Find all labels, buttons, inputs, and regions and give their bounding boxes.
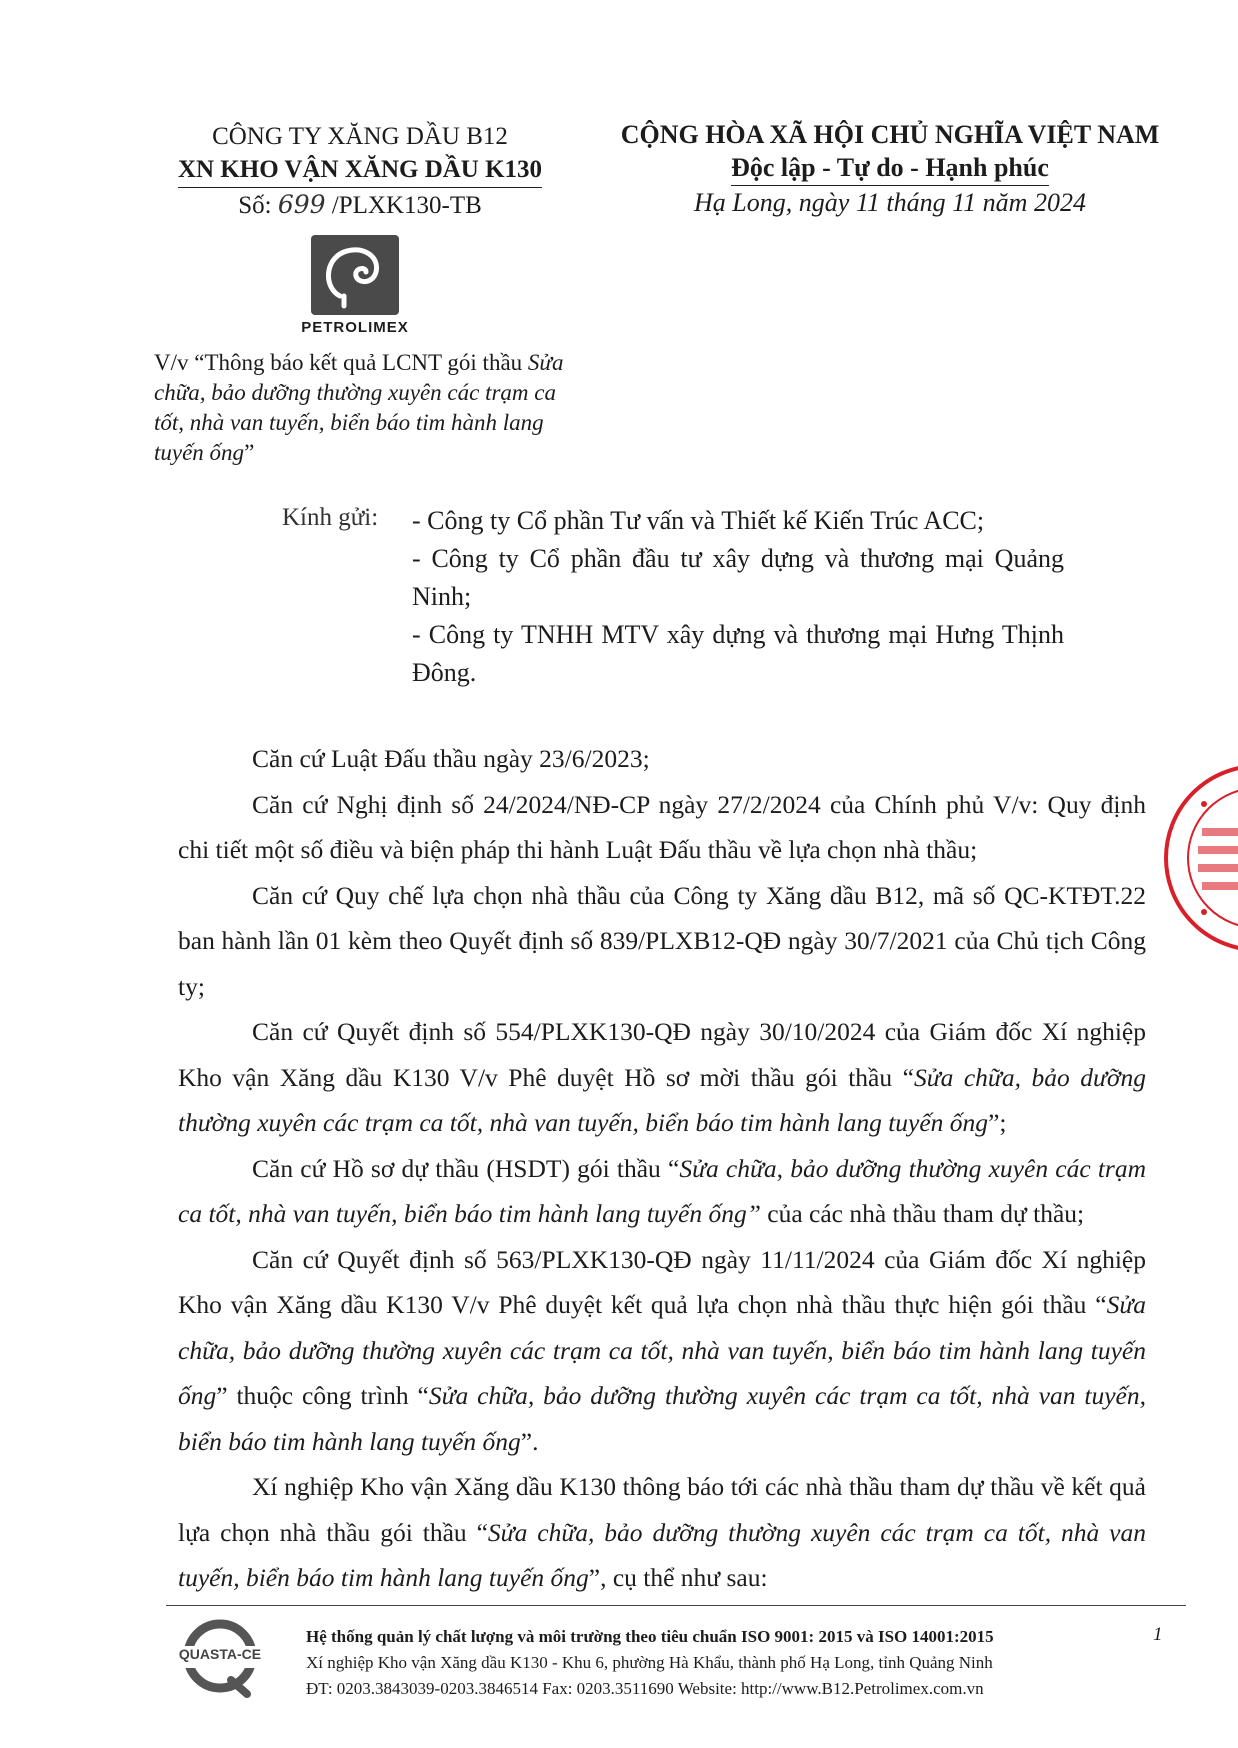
footer-address: Xí nghiệp Kho vận Xăng dầu K130 - Khu 6, phường Hà Khẩu, thành phố Hạ Long, tỉnh Quảng Ninh <box>306 1653 993 1672</box>
handwritten-day: 11 <box>855 188 880 217</box>
recipient-item: - Công ty TNHH MTV xây dựng và thương mại Hưng Thịnh Đông. <box>412 620 1064 687</box>
body-paragraph: Căn cứ Luật Đấu thầu ngày 23/6/2023; <box>252 744 650 773</box>
company-name: CÔNG TY XĂNG DẦU B12 <box>212 123 508 150</box>
footer-info <box>306 1624 1106 1702</box>
recipient-item: - Công ty Cổ phần đầu tư xây dựng và thương mại Quảng Ninh; <box>412 544 1064 611</box>
footer-contact: ĐT: 0203.3843039-0203.3846514 Fax: 0203.3511690 Website: http://www.B12.Petrolimex.com.vn <box>306 1679 984 1698</box>
logo-text: PETROLIMEX <box>301 319 409 336</box>
quasta-logo-text: QUASTA-CE <box>178 1646 262 1662</box>
quasta-logo <box>175 1618 265 1703</box>
document-date: Hạ Long, ngày 11 tháng 11 năm 2024 <box>694 188 1086 217</box>
company-seal-icon <box>1158 758 1238 958</box>
recipient-item: - Công ty Cổ phần Tư vấn và Thiết kế Kiến Trúc ACC; <box>412 506 985 535</box>
country-name: CỘNG HÒA XÃ HỘI CHỦ NGHĨA VIỆT NAM <box>620 120 1160 149</box>
recipients-label: Kính gửi: <box>282 504 379 531</box>
document-number: Số: 699 /PLXK130-TB <box>238 190 482 219</box>
handwritten-number: 699 <box>277 190 326 219</box>
recipients-list <box>412 502 1064 692</box>
body-paragraph: Căn cứ Quyết định số 554/PLXK130-QĐ ngày 30/10/2024 của Giám đốc Xí nghiệp Kho vận Xăng dầu K130 V/v Phê duyệt Hồ sơ mời thầu gói thầu “Sửa chữa, bảo dưỡng thường xuyên các trạm ca tốt, nhà van tuyến, biển báo tim hành lang tuyến ống”; <box>178 1017 1146 1137</box>
petrolimex-logo-icon <box>310 234 400 316</box>
issuer-block <box>150 120 570 222</box>
national-motto-block <box>580 118 1200 219</box>
body-paragraph: Xí nghiệp Kho vận Xăng dầu K130 thông báo tới các nhà thầu tham dự thầu về kết quả lựa chọn nhà thầu gói thầu “Sửa chữa, bảo dưỡng thường xuyên các trạm ca tốt, nhà van tuyến, biển báo tim hành lang tuyến ống”, cụ thể như sau: <box>178 1472 1146 1592</box>
body-paragraph: Căn cứ Nghị định số 24/2024/NĐ-CP ngày 27/2/2024 của Chính phủ V/v: Quy định chi tiết một số điều và biện pháp thi hành Luật Đấu thầu về lựa chọn nhà thầu; <box>178 789 1146 864</box>
footer-iso-line: Hệ thống quản lý chất lượng và môi trường theo tiêu chuẩn ISO 9001: 2015 và ISO 14001:2015 <box>306 1627 994 1646</box>
body-paragraph: Căn cứ Quyết định số 563/PLXK130-QĐ ngày 11/11/2024 của Giám đốc Xí nghiệp Kho vận Xăng dầu K130 V/v Phê duyệt kết quả lựa chọn nhà thầu thực hiện gói thầu “Sửa chữa, bảo dưỡng thường xuyên các trạm ca tốt, nhà van tuyến, biển báo tim hành lang tuyến ống” thuộc công trình “Sửa chữa, bảo dưỡng thường xuyên các trạm ca tốt, nhà van tuyến, biển báo tim hành lang tuyến ống”. <box>178 1244 1146 1456</box>
body-paragraph: Căn cứ Quy chế lựa chọn nhà thầu của Công ty Xăng dầu B12, mã số QC-KTĐT.22 ban hành lần 01 kèm theo Quyết định số 839/PLXB12-QĐ ngày 30/7/2021 của Chủ tịch Công ty; <box>178 880 1146 1001</box>
body-paragraph: Căn cứ Hồ sơ dự thầu (HSDT) gói thầu “Sửa chữa, bảo dưỡng thường xuyên các trạm ca tốt, nhà van tuyến, biển báo tim hành lang tuyến ống” của các nhà thầu tham dự thầu; <box>178 1153 1146 1228</box>
motto: Độc lập - Tự do - Hạnh phúc <box>580 151 1200 186</box>
footer-divider <box>166 1605 1186 1606</box>
petrolimex-logo <box>280 234 430 336</box>
subject-line: V/v “Thông báo kết quả LCNT gói thầu Sửa chữa, bảo dưỡng thường xuyên các trạm ca tốt, nhà van tuyến, biển báo tim hành lang tuyến ống” <box>154 350 564 465</box>
document-body <box>178 736 1146 1601</box>
page-number: 1 <box>1153 1624 1163 1645</box>
enterprise-name: XN KHO VẬN XĂNG DẦU K130 <box>150 153 570 188</box>
